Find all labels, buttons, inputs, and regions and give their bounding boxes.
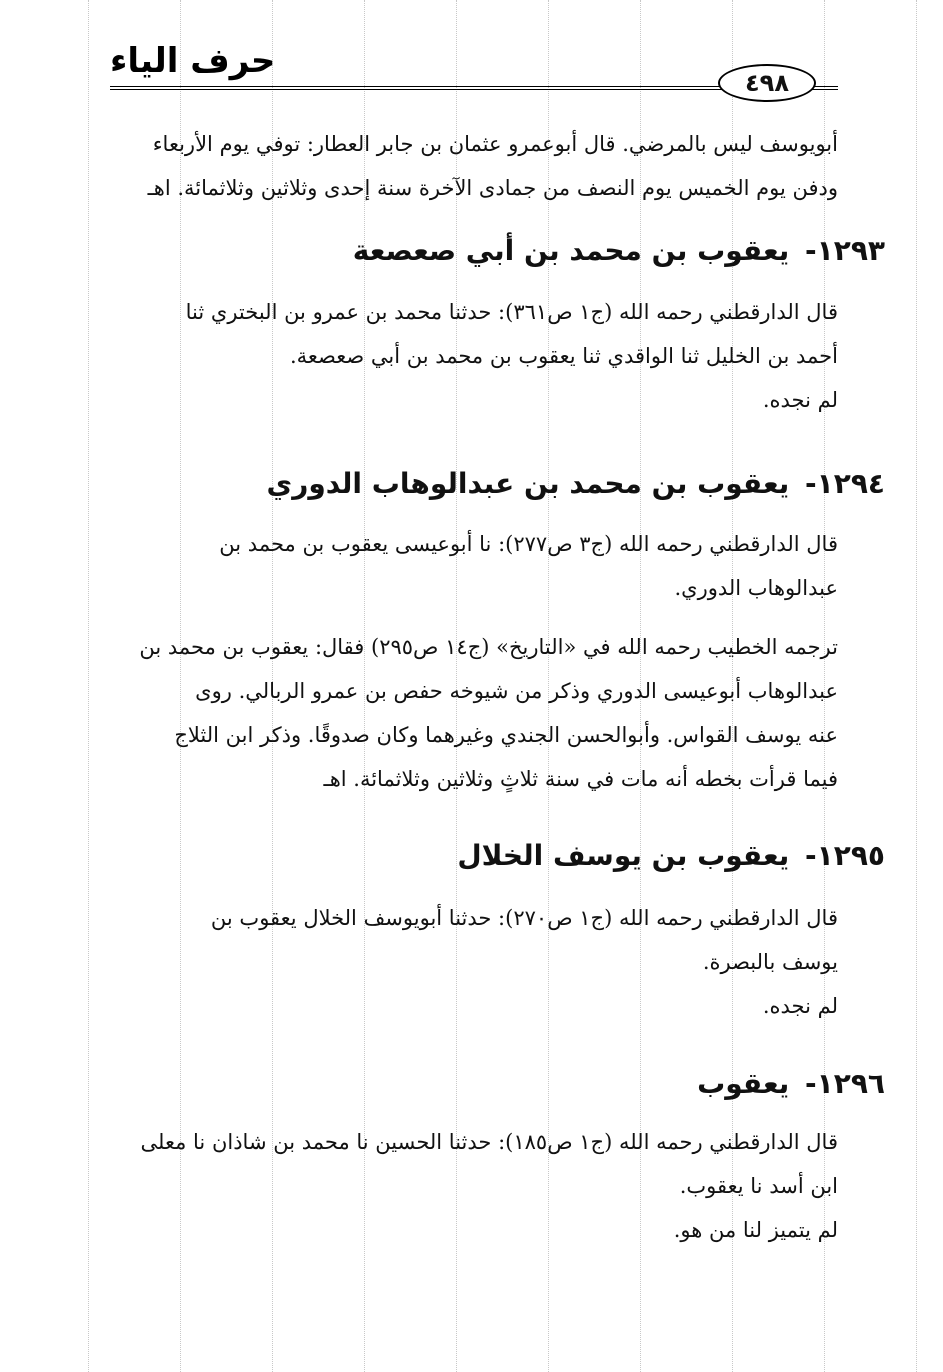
entry-name: يعقوب بن يوسف الخلال xyxy=(457,839,790,872)
page-title: حرف الياء xyxy=(110,41,276,81)
page-number-badge: ٤٩٨ xyxy=(718,64,816,102)
text-line: لم نجده. xyxy=(762,388,838,412)
text-line: لم نجده. xyxy=(762,994,838,1018)
entry-body-1296 xyxy=(118,1120,838,1252)
entry-name: يعقوب بن محمد بن أبي صعصعة xyxy=(352,234,790,267)
entry-name: يعقوب xyxy=(697,1067,790,1100)
text-line: أحمد بن الخليل ثنا الواقدي ثنا يعقوب بن محمد بن أبي صعصعة. xyxy=(289,344,838,368)
entry-heading-1295 xyxy=(457,839,885,872)
text-line: لم يتميز لنا من هو. xyxy=(673,1218,838,1242)
text-line: قال الدارقطني رحمه الله (ج١ ص٢٧٠): حدثنا أبويوسف الخلال يعقوب بن xyxy=(210,906,838,930)
text-line: أبويوسف ليس بالمرضي. قال أبوعمرو عثمان بن جابر العطار: توفي يوم الأربعاء xyxy=(152,132,838,156)
entry-heading-1296 xyxy=(697,1067,885,1100)
intro-paragraph xyxy=(118,122,838,210)
entry-body-1295 xyxy=(118,896,838,1028)
text-line: ودفن يوم الخميس يوم النصف من جمادى الآخرة سنة إحدى وثلاثين وثلاثمائة. اهـ xyxy=(147,176,838,200)
entry-number: ١٢٩٤- xyxy=(805,467,885,500)
text-line: عنه يوسف القواس. وأبوالحسن الجندي وغيرهما وكان صدوقًا. وذكر ابن الثلاج xyxy=(174,723,838,747)
text-line: ترجمه الخطيب رحمه الله في «التاريخ» (ج١٤ ص٢٩٥) فقال: يعقوب بن محمد بن xyxy=(139,635,838,659)
text-line: قال الدارقطني رحمه الله (ج٣ ص٢٧٧): نا أبوعيسى يعقوب بن محمد بن xyxy=(219,532,838,556)
entry-heading-1293 xyxy=(352,234,885,267)
text-line: يوسف بالبصرة. xyxy=(702,950,838,974)
entry-body-1294-bio xyxy=(118,625,838,801)
text-line: ابن أسد نا يعقوب. xyxy=(679,1174,838,1198)
entry-heading-1294 xyxy=(266,467,885,500)
entry-body-1294 xyxy=(118,522,838,610)
text-line: عبدالوهاب أبوعيسى الدوري وذكر من شيوخه حفص بن عمرو الربالي. روى xyxy=(195,679,838,703)
text-line: قال الدارقطني رحمه الله (ج١ ص٣٦١): حدثنا محمد بن عمرو بن البختري ثنا xyxy=(185,300,838,324)
text-line: فيما قرأت بخطه أنه مات في سنة ثلاثٍ وثلاثين وثلاثمائة. اهـ xyxy=(323,767,838,791)
text-line: قال الدارقطني رحمه الله (ج١ ص١٨٥): حدثنا الحسين نا محمد بن شاذان نا معلى xyxy=(140,1130,838,1154)
entry-number: ١٢٩٦- xyxy=(805,1067,885,1100)
entry-name: يعقوب بن محمد بن عبدالوهاب الدوري xyxy=(266,467,790,500)
entry-number: ١٢٩٥- xyxy=(805,839,885,872)
entry-body-1293 xyxy=(118,290,838,422)
entry-number: ١٢٩٣- xyxy=(805,234,885,267)
text-line: عبدالوهاب الدوري. xyxy=(674,576,838,600)
